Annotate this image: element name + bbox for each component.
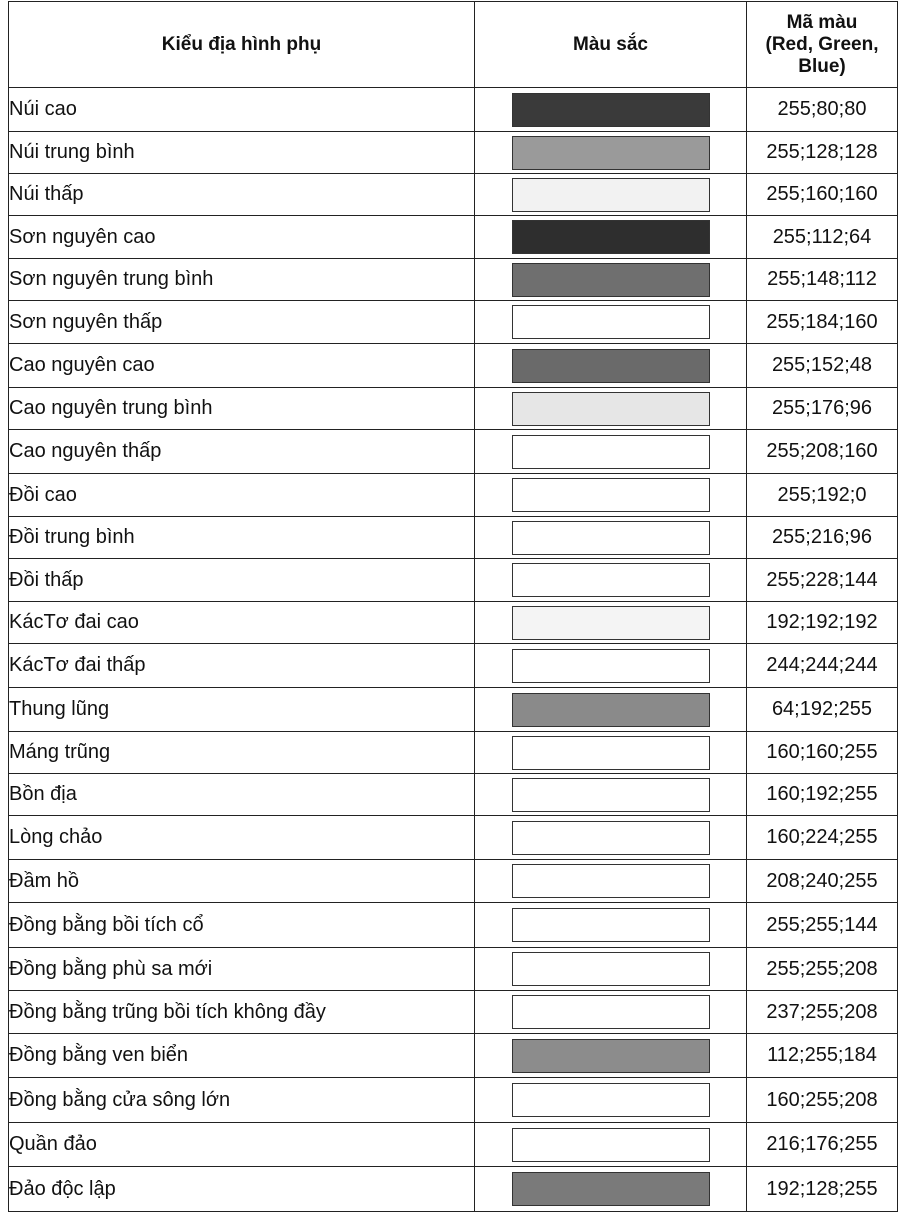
color-swatch-cell: [475, 216, 747, 259]
table-row: [9, 1034, 898, 1078]
table-row: [9, 216, 898, 259]
color-code-cell: 192;128;255: [747, 1167, 898, 1212]
terrain-name-cell: Núi thấp: [9, 174, 475, 216]
color-swatch-cell: [475, 774, 747, 816]
terrain-color-table: [8, 1, 898, 1212]
color-swatch: [512, 649, 710, 683]
terrain-name-cell: Núi cao: [9, 88, 475, 132]
color-code-cell: 208;240;255: [747, 860, 898, 903]
color-code-cell: 255;176;96: [747, 388, 898, 430]
color-swatch: [512, 349, 710, 383]
header-color-code-line2: (Red, Green,: [765, 33, 879, 55]
terrain-name-cell: Cao nguyên thấp: [9, 430, 475, 474]
color-swatch-cell: [475, 474, 747, 517]
color-code-cell: 237;255;208: [747, 991, 898, 1034]
table-row: [9, 430, 898, 474]
table-row: [9, 517, 898, 559]
header-color: Màu sắc: [475, 2, 747, 88]
table-row: [9, 644, 898, 688]
table-body: [9, 88, 898, 1212]
terrain-name-cell: Sơn nguyên trung bình: [9, 259, 475, 301]
color-swatch: [512, 136, 710, 170]
color-swatch: [512, 220, 710, 254]
color-swatch: [512, 778, 710, 812]
terrain-name-cell: Bồn địa: [9, 774, 475, 816]
color-swatch: [512, 178, 710, 212]
color-swatch-cell: [475, 1034, 747, 1078]
table-row: [9, 344, 898, 388]
terrain-name-cell: Cao nguyên trung bình: [9, 388, 475, 430]
color-swatch: [512, 435, 710, 469]
color-swatch: [512, 563, 710, 597]
color-swatch-cell: [475, 174, 747, 216]
color-swatch: [512, 305, 710, 339]
color-swatch-cell: [475, 430, 747, 474]
color-swatch-cell: [475, 991, 747, 1034]
table-row: [9, 132, 898, 174]
color-swatch-cell: [475, 517, 747, 559]
table-row: [9, 602, 898, 644]
color-code-cell: 255;148;112: [747, 259, 898, 301]
terrain-name-cell: Sơn nguyên thấp: [9, 301, 475, 344]
terrain-name-cell: Máng trũng: [9, 732, 475, 774]
color-swatch: [512, 736, 710, 770]
table-row: [9, 474, 898, 517]
color-swatch: [512, 693, 710, 727]
terrain-name-cell: Đầm hồ: [9, 860, 475, 903]
table-header-row: [9, 2, 898, 88]
color-swatch-cell: [475, 132, 747, 174]
color-swatch-cell: [475, 388, 747, 430]
terrain-name-cell: Đồng bằng bồi tích cổ: [9, 903, 475, 948]
terrain-name-cell: Thung lũng: [9, 688, 475, 732]
color-swatch: [512, 1083, 710, 1117]
table-row: [9, 991, 898, 1034]
header-color-code-line1: Mã màu: [786, 11, 858, 33]
color-swatch: [512, 478, 710, 512]
color-swatch: [512, 521, 710, 555]
color-swatch-cell: [475, 644, 747, 688]
color-code-cell: 255;184;160: [747, 301, 898, 344]
table-row: [9, 774, 898, 816]
color-swatch: [512, 952, 710, 986]
color-swatch: [512, 995, 710, 1029]
table-row: [9, 903, 898, 948]
color-code-cell: 64;192;255: [747, 688, 898, 732]
color-swatch-cell: [475, 688, 747, 732]
color-code-cell: 160;255;208: [747, 1078, 898, 1123]
terrain-name-cell: KácTơ đai thấp: [9, 644, 475, 688]
color-code-cell: 255;112;64: [747, 216, 898, 259]
color-swatch-cell: [475, 903, 747, 948]
color-code-cell: 255;160;160: [747, 174, 898, 216]
color-code-cell: 255;255;208: [747, 948, 898, 991]
table-row: [9, 174, 898, 216]
color-code-cell: 255;216;96: [747, 517, 898, 559]
table-row: [9, 301, 898, 344]
color-swatch-cell: [475, 816, 747, 860]
terrain-name-cell: Đồi thấp: [9, 559, 475, 602]
terrain-name-cell: Đồng bằng trũng bồi tích không đầy: [9, 991, 475, 1034]
table-row: [9, 688, 898, 732]
color-code-cell: 255;152;48: [747, 344, 898, 388]
terrain-name-cell: Lòng chảo: [9, 816, 475, 860]
terrain-name-cell: Đồng bằng ven biển: [9, 1034, 475, 1078]
color-swatch: [512, 1172, 710, 1206]
color-swatch-cell: [475, 602, 747, 644]
color-code-cell: 160;224;255: [747, 816, 898, 860]
terrain-name-cell: Núi trung bình: [9, 132, 475, 174]
terrain-name-cell: Đồi trung bình: [9, 517, 475, 559]
color-code-cell: 244;244;244: [747, 644, 898, 688]
color-code-cell: 255;208;160: [747, 430, 898, 474]
table-row: [9, 816, 898, 860]
table-row: [9, 948, 898, 991]
table-row: [9, 860, 898, 903]
terrain-name-cell: Cao nguyên cao: [9, 344, 475, 388]
color-code-cell: 255;128;128: [747, 132, 898, 174]
color-swatch: [512, 263, 710, 297]
color-code-cell: 255;228;144: [747, 559, 898, 602]
color-code-cell: 216;176;255: [747, 1123, 898, 1167]
color-code-cell: 160;192;255: [747, 774, 898, 816]
color-code-cell: 255;255;144: [747, 903, 898, 948]
color-swatch-cell: [475, 259, 747, 301]
color-swatch: [512, 1128, 710, 1162]
color-swatch: [512, 93, 710, 127]
color-code-cell: 192;192;192: [747, 602, 898, 644]
color-swatch-cell: [475, 344, 747, 388]
table-row: [9, 88, 898, 132]
table-row: [9, 259, 898, 301]
color-code-cell: 160;160;255: [747, 732, 898, 774]
terrain-name-cell: Sơn nguyên cao: [9, 216, 475, 259]
color-swatch: [512, 908, 710, 942]
terrain-name-cell: Quần đảo: [9, 1123, 475, 1167]
color-swatch: [512, 821, 710, 855]
table-row: [9, 1167, 898, 1212]
color-swatch: [512, 392, 710, 426]
header-color-code-line3: Blue): [798, 55, 846, 77]
table-row: [9, 388, 898, 430]
terrain-name-cell: Đồng bằng phù sa mới: [9, 948, 475, 991]
color-swatch: [512, 606, 710, 640]
color-swatch-cell: [475, 88, 747, 132]
terrain-name-cell: Đồng bằng cửa sông lớn: [9, 1078, 475, 1123]
color-swatch: [512, 864, 710, 898]
table-row: [9, 732, 898, 774]
terrain-name-cell: KácTơ đai cao: [9, 602, 475, 644]
header-color-code: [747, 2, 898, 88]
color-swatch-cell: [475, 1078, 747, 1123]
color-swatch-cell: [475, 860, 747, 903]
color-code-cell: 112;255;184: [747, 1034, 898, 1078]
color-swatch-cell: [475, 948, 747, 991]
table-row: [9, 1078, 898, 1123]
header-terrain-type: Kiểu địa hình phụ: [9, 2, 475, 88]
terrain-name-cell: Đảo độc lập: [9, 1167, 475, 1212]
color-swatch-cell: [475, 732, 747, 774]
color-swatch-cell: [475, 301, 747, 344]
terrain-name-cell: Đồi cao: [9, 474, 475, 517]
color-code-cell: 255;80;80: [747, 88, 898, 132]
color-swatch: [512, 1039, 710, 1073]
color-swatch-cell: [475, 559, 747, 602]
color-swatch-cell: [475, 1167, 747, 1212]
color-code-cell: 255;192;0: [747, 474, 898, 517]
color-swatch-cell: [475, 1123, 747, 1167]
table-row: [9, 1123, 898, 1167]
table-row: [9, 559, 898, 602]
